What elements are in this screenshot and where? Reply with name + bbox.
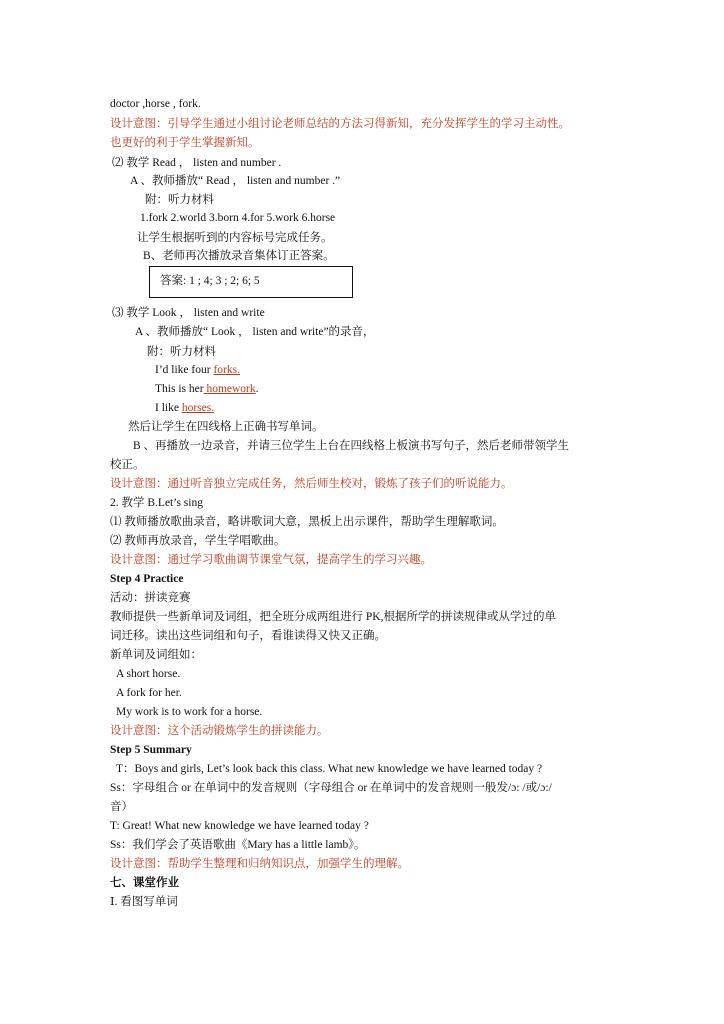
text-line: 附：听力材料 [147,346,216,358]
text-line: B 、再播放一边录音，并请三位学生上台在四线格上板演书写句子，然后老师带领学生 [133,440,570,452]
design-intent-line: 设计意图：帮助学生整理和归纳知识点，加强学生的理解。 [110,858,409,870]
answer-word: horses. [181,402,215,414]
answer-word: homework [203,383,256,395]
text-line [155,400,214,416]
text-segment: This is her [155,383,204,395]
design-intent-line: 也更好的利于学生掌握新知。 [110,137,260,149]
text-line: A fork for her. [116,687,182,699]
text-line: 让学生根据听到的内容标号完成任务。 [137,232,333,244]
text-line: T: Great! What new knowledge we have learned today ? [110,820,369,832]
text-line: ⑴ 教师播放歌曲录音，略讲歌词大意，黑板上出示课件，帮助学生理解歌词。 [110,516,504,528]
section-heading: Step 5 Summary [110,744,192,756]
design-intent-line: 设计意图：引导学生通过小组讨论老师总结的方法习得新知，充分发挥学生的学习主动性。 [110,118,570,130]
text-line: A 、教师播放“ Read ， listen and number .” [130,175,341,187]
text-line: My work is to work for a horse. [116,706,263,718]
text-line: 新单词及词组如： [110,649,202,661]
section-heading: 七、课堂作业 [110,877,179,889]
text-line: 然后让学生在四线格上正确书写单词。 [128,421,324,433]
section-heading: Step 4 Practice [110,573,184,585]
text-line: 词迁移。读出这些词组和句子，看谁读得又快又正确。 [110,630,386,642]
text-line: 2. 教学 B.Let’s sing [110,497,203,509]
text-line: ⑵ 教师再放录音，学生学唱歌曲。 [110,535,286,547]
answer-text: 答案: 1 ; 4; 3 ; 2; 6; 5 [160,275,260,287]
text-line: 活动：拼读竞赛 [110,592,191,604]
text-line [155,362,240,378]
text-line [155,381,259,397]
text-line: 校正。 [110,459,145,471]
text-line: 教师提供一些新单词及词组，把全班分成两组进行 PK,根据所学的拼读规律或从学过的单 [110,611,556,623]
answer-word: forks. [213,364,240,376]
text-line: ⑶ 教学 Look ， listen and write [112,307,265,319]
design-intent-line: 设计意图：通过学习歌曲调节课堂气氛，提高学生的学习兴趣。 [110,554,432,566]
text-segment: I like [155,402,182,414]
text-line: T：Boys and girls, Let’s look back this class. What new knowledge we have learned today ? [116,763,543,775]
text-line: A 、教师播放“ Look ， listen and write”的录音， [135,326,375,338]
text-line: doctor ,horse , fork. [110,98,201,110]
text-line: 1.fork 2.world 3.born 4.for 5.work 6.horse [140,212,336,224]
text-line: 音） [110,801,133,813]
text-line: Ⅰ. 看图写单词 [110,896,178,908]
text-line: ⑵ 教学 Read ， listen and number . [112,157,282,169]
text-segment: I’d like four [155,364,214,376]
text-line: A short horse. [116,668,181,680]
text-segment: . [255,383,259,395]
text-line: B、老师再次播放录音集体订正答案。 [143,250,335,262]
text-line: Ss：字母组合 or 在单词中的发音规则（字母组合 or 在单词中的发音规则一般发/ɔ: /或/ɔ:/ [110,782,552,794]
answer-box [149,266,353,298]
design-intent-line: 设计意图：这个活动锻炼学生的拼读能力。 [110,725,329,737]
text-line: Ss：我们学会了英语歌曲《Mary has a little lamb》。 [110,839,366,851]
text-line: 附：听力材料 [145,194,214,206]
design-intent-line: 设计意图：通过听音独立完成任务，然后师生校对，锻炼了孩子们的听说能力。 [110,478,513,490]
